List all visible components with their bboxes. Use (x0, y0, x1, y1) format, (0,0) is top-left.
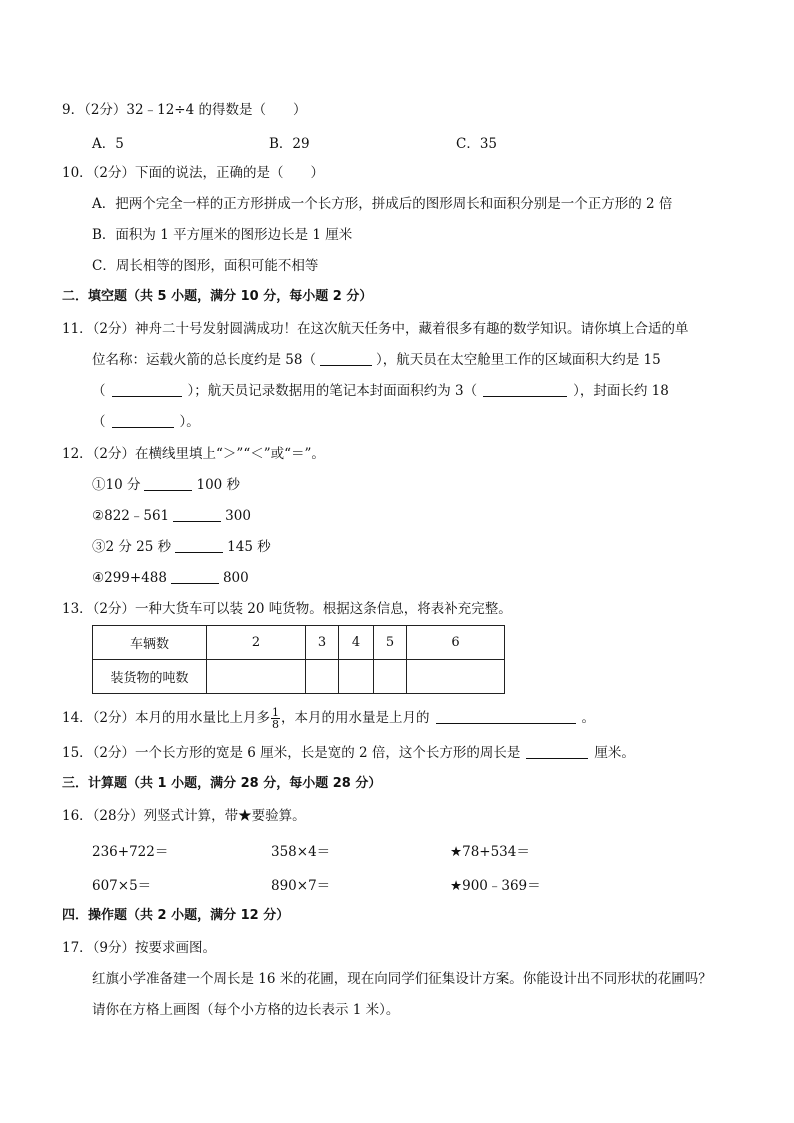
q16-stem: 16．（28分）列竖式计算，带★要验算。 (62, 808, 306, 824)
answer-cell[interactable] (207, 660, 306, 694)
answer-blank[interactable] (173, 507, 221, 522)
q11-line-2 (92, 350, 661, 370)
answer-blank[interactable] (144, 476, 192, 491)
answer-cell[interactable] (306, 660, 339, 694)
table-cell: 3 (306, 626, 339, 660)
q17-line-1: 红旗小学准备建一个周长是 16 米的花圃，现在向同学们征集设计方案。你能设计出不同形状的花圃吗？ (92, 971, 712, 987)
q12-item-4 (92, 568, 249, 588)
q12-item-3 (92, 537, 271, 557)
fraction (271, 707, 280, 730)
q9-option-a: A．5 (92, 136, 124, 152)
q9-option-c: C．35 (456, 136, 498, 152)
table-cell: 车辆数 (93, 626, 207, 660)
q15-line (62, 743, 635, 763)
q12-item-left: ①10 分 (92, 477, 141, 493)
q11-text: ），封面长约 18 (573, 383, 669, 399)
q14-text: 14．（2分）本月的用水量比上月多 (62, 710, 271, 726)
q14-text: ，本月的用水量是上月的 (281, 710, 430, 726)
answer-cell[interactable] (407, 660, 505, 694)
fraction-denominator: 8 (272, 718, 280, 731)
table-cell: 5 (374, 626, 407, 660)
q16-problem: 890×7＝ (271, 878, 331, 894)
q10-stem: 10．（2分）下面的说法，正确的是（ ） (62, 165, 325, 181)
q14-text: 。 (581, 710, 596, 726)
q12-item-left: ②822﹣561 (92, 508, 170, 524)
answer-blank[interactable] (436, 709, 576, 724)
section-4-heading: 四．操作题（共 2 小题，满分 12 分） (62, 908, 290, 923)
q11-text: ），航天员在太空舱里工作的区域面积大约是 15 (375, 352, 661, 368)
q12-item-2 (92, 506, 251, 526)
section-2-heading: 二．填空题（共 5 小题，满分 10 分，每小题 2 分） (62, 289, 373, 304)
q11-text: 位名称：运载火箭的总长度约是 58（ (92, 352, 316, 368)
q12-item-left: ③2 分 25 秒 (92, 539, 172, 555)
table-cell: 6 (407, 626, 505, 660)
q17-stem: 17．（9分）按要求画图。 (62, 940, 217, 956)
q9-option-b: B．29 (269, 136, 310, 152)
table-row (93, 660, 505, 694)
q15-text: 15．（2分）一个长方形的宽是 6 厘米，长是宽的 2 倍，这个长方形的周长是 (62, 745, 521, 761)
table-cell: 2 (207, 626, 306, 660)
answer-blank[interactable] (175, 538, 223, 553)
q10-option-c: C．周长相等的图形，面积可能不相等 (92, 258, 319, 274)
answer-blank[interactable] (112, 382, 182, 397)
q12-item-right: 100 秒 (196, 477, 241, 493)
section-3-heading: 三．计算题（共 1 小题，满分 28 分，每小题 28 分） (62, 776, 382, 791)
q12-item-1 (92, 475, 240, 495)
table-cell: 装货物的吨数 (93, 660, 207, 694)
q13-stem: 13．（2分）一种大货车可以装 20 吨货物。根据这条信息，将表补充完整。 (62, 601, 512, 617)
q12-item-right: 300 (225, 508, 251, 524)
q16-problem: ★78+534＝ (450, 844, 530, 860)
q11-text: ）；航天员记录数据用的笔记本封面面积约为 3（ (187, 383, 478, 399)
answer-cell[interactable] (339, 660, 374, 694)
answer-blank[interactable] (526, 744, 588, 759)
q16-problem: 236+722＝ (92, 844, 169, 860)
table-row (93, 626, 505, 660)
q10-option-b: B．面积为 1 平方厘米的图形边长是 1 厘米 (92, 227, 353, 243)
table-cell: 4 (339, 626, 374, 660)
q12-item-left: ④299+488 (92, 570, 167, 586)
answer-blank[interactable] (171, 569, 219, 584)
q11-line-4 (92, 412, 200, 432)
q11-text: ）。 (179, 414, 200, 430)
q16-problem: 358×4＝ (271, 844, 331, 860)
answer-blank[interactable] (112, 413, 174, 428)
q17-line-2: 请你在方格上画图（每个小方格的边长表示 1 米）。 (92, 1002, 400, 1018)
q11-line-1: 11．（2分）神舟二十号发射圆满成功！在这次航天任务中，藏着很多有趣的数学知识。请你填上合适的单 (62, 321, 689, 337)
q16-problem: 607×5＝ (92, 878, 152, 894)
q12-item-right: 800 (222, 570, 249, 586)
q11-line-3 (92, 381, 669, 401)
q16-problem: ★900﹣369＝ (450, 878, 541, 894)
answer-blank[interactable] (320, 351, 372, 366)
q13-table (92, 625, 505, 694)
q15-text: 厘米。 (594, 745, 635, 761)
q11-text: （ (92, 414, 106, 430)
q9-stem: 9．（2分）32﹣12÷4 的得数是（ ） (62, 102, 307, 118)
q10-option-a: A．把两个完全一样的正方形拼成一个长方形，拼成后的图形周长和面积分别是一个正方形的 2 倍 (92, 196, 673, 212)
answer-blank[interactable] (483, 382, 567, 397)
fraction-numerator: 1 (272, 706, 280, 719)
answer-cell[interactable] (374, 660, 407, 694)
q14-line (62, 705, 595, 731)
q11-text: （ (92, 383, 106, 399)
q12-stem: 12．（2分）在横线里填上“＞”“＜”或“＝”。 (62, 446, 325, 462)
q12-item-right: 145 秒 (227, 539, 271, 555)
